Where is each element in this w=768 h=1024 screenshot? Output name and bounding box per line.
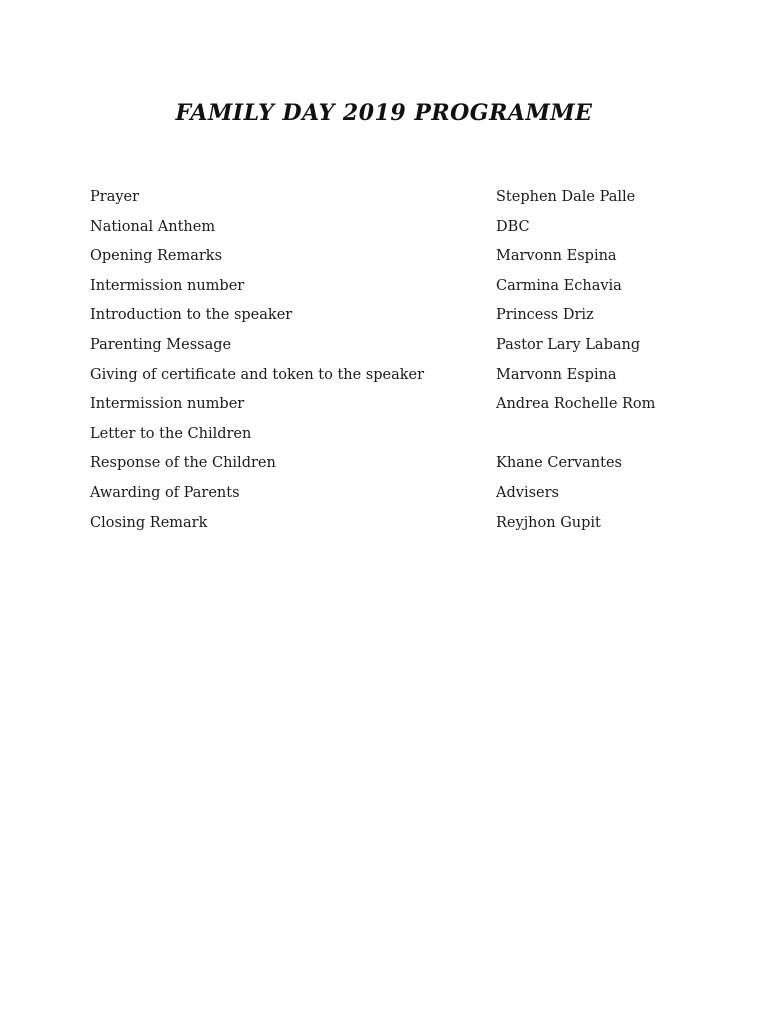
programme-person: Pastor Lary Labang: [496, 336, 641, 353]
programme-person: Marvonn Espina: [496, 248, 617, 265]
programme-item: Awarding of Parents: [90, 484, 240, 501]
programme-person: Andrea Rochelle Rom: [496, 396, 656, 413]
programme-person: Stephen Dale Palle: [496, 189, 636, 205]
programme-person: Khane Cervantes: [496, 455, 622, 472]
programme-person: Marvonn Espina: [496, 366, 617, 383]
programme-row: [90, 245, 690, 275]
programme-row: [90, 393, 690, 423]
programme-row: [90, 275, 690, 305]
programme-person: DBC: [496, 218, 530, 235]
programme-row: [90, 334, 690, 364]
programme-item: National Anthem: [90, 218, 216, 235]
programme-row: [90, 186, 690, 216]
programme-person: Princess Driz: [496, 307, 594, 324]
programme-item: Giving of certificate and token to the speaker: [90, 366, 425, 383]
programme-item: Intermission number: [90, 396, 245, 413]
programme-row: [90, 216, 690, 246]
programme-person: Carmina Echavia: [496, 277, 622, 294]
programme-row: [90, 452, 690, 482]
programme-row: [90, 304, 690, 334]
programme-item: Opening Remarks: [90, 248, 223, 265]
programme-item: Prayer: [90, 189, 140, 205]
programme-person: Advisers: [496, 484, 559, 501]
programme-item: Intermission number: [90, 277, 245, 294]
programme-item: Introduction to the speaker: [90, 307, 293, 324]
programme-row: [90, 512, 690, 542]
programme-row: [90, 364, 690, 394]
programme-row: [90, 423, 690, 453]
programme-item: Closing Remark: [90, 514, 208, 531]
programme-item: Response of the Children: [90, 455, 276, 472]
programme-list: [90, 186, 690, 541]
programme-person: Reyjhon Gupit: [496, 514, 601, 531]
programme-item: Parenting Message: [90, 336, 232, 353]
page-title: FAMILY DAY 2019 PROGRAMME: [175, 100, 593, 126]
programme-row: [90, 482, 690, 512]
programme-item: Letter to the Children: [90, 425, 252, 442]
